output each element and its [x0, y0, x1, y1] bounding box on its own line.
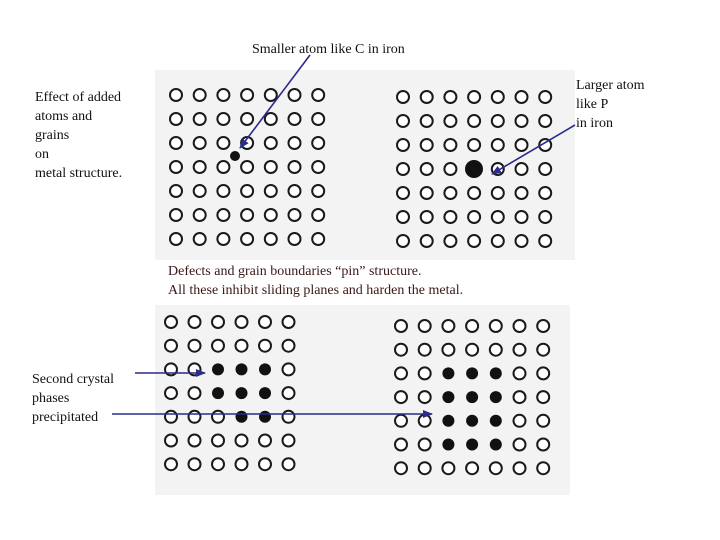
lattice-atom [170, 89, 182, 101]
lattice-atom [492, 91, 504, 103]
lattice-atom [539, 163, 551, 175]
lattice-atom [537, 344, 549, 356]
lattice-atom [212, 411, 224, 423]
lattice-atom [259, 316, 271, 328]
lattice-atom [492, 235, 504, 247]
lattice-atom [212, 435, 224, 447]
lattice-atom [312, 185, 324, 197]
lattice-atom [419, 367, 431, 379]
lattice-atom [212, 316, 224, 328]
lattice-atom [539, 91, 551, 103]
lattice-atom [217, 137, 229, 149]
lattice-atom [312, 113, 324, 125]
precipitate-atom [259, 411, 271, 423]
lattice-atom [194, 185, 206, 197]
lattice-atom [259, 435, 271, 447]
lattice-atom [397, 163, 409, 175]
lattice-atom [395, 439, 407, 451]
lattice-atom [492, 187, 504, 199]
lattice-atom [421, 115, 433, 127]
lattice-atom [165, 435, 177, 447]
lattice-atom [283, 411, 295, 423]
lattice-atom [395, 320, 407, 332]
lattice-atom [170, 113, 182, 125]
precipitate-atom [466, 415, 478, 427]
lattice-atom [289, 233, 301, 245]
second-phase-label: Second crystal phases precipitated [32, 372, 115, 425]
lattice-atom [265, 185, 277, 197]
precipitate-atom [442, 439, 454, 451]
lattice-atom [444, 235, 456, 247]
lattice-atom [492, 139, 504, 151]
lattice-atom [395, 344, 407, 356]
lattice-atom [283, 458, 295, 470]
lattice-atom [289, 161, 301, 173]
lattice-atom [419, 415, 431, 427]
arrow-small-atom [240, 55, 310, 148]
lattice-atom [537, 391, 549, 403]
precipitate-atom [466, 367, 478, 379]
lattice-atom [289, 137, 301, 149]
lattice-atom [217, 185, 229, 197]
lattice-atom [539, 235, 551, 247]
lattice-atom [444, 211, 456, 223]
lattice-atom [397, 139, 409, 151]
lattice-atom [539, 187, 551, 199]
smaller-atom-label: Smaller atom like C in iron [252, 42, 405, 57]
lattice-atom [312, 233, 324, 245]
lattice-atom [537, 320, 549, 332]
lattice-atom [539, 211, 551, 223]
precipitate-atom [490, 367, 502, 379]
lattice-atom [170, 137, 182, 149]
lattice-atom [170, 233, 182, 245]
lattice-atom [466, 344, 478, 356]
precipitate-atom [212, 387, 224, 399]
lattice-atom [419, 344, 431, 356]
lattice-atom [265, 209, 277, 221]
lattice-atom [165, 387, 177, 399]
lattice-atom [466, 462, 478, 474]
lattice-atom [444, 91, 456, 103]
lattice-atom [241, 233, 253, 245]
lattice-atom [516, 115, 528, 127]
lattice-atom [492, 115, 504, 127]
lattice-atom [442, 320, 454, 332]
lattice-atom [259, 340, 271, 352]
precipitate-atom [490, 439, 502, 451]
lattice-atom [419, 391, 431, 403]
lattice-atom [514, 462, 526, 474]
lattice-atom [217, 161, 229, 173]
lattice-atom [419, 462, 431, 474]
lattice-atom [170, 209, 182, 221]
lattice-atom [189, 340, 201, 352]
precipitate-atom [212, 363, 224, 375]
lattice-atom [189, 411, 201, 423]
lattice-atom [165, 411, 177, 423]
lattice-atom [241, 113, 253, 125]
lattice-atom [265, 137, 277, 149]
arrow-large-atom [492, 125, 575, 174]
lattice-atom [194, 137, 206, 149]
lattice-atom [241, 89, 253, 101]
lattice-atom [516, 235, 528, 247]
lattice-atom [537, 462, 549, 474]
lattice-atom [444, 115, 456, 127]
lattice-atom [419, 439, 431, 451]
lattice-atom [236, 458, 248, 470]
lattice-atom [397, 211, 409, 223]
lattice-atom [194, 209, 206, 221]
lattice-atom [468, 115, 480, 127]
lattice-atom [194, 233, 206, 245]
lattice-atom [283, 363, 295, 375]
lattice-atom [444, 139, 456, 151]
lattice-atom [283, 340, 295, 352]
lattice-atom [217, 113, 229, 125]
lattice-atom [189, 458, 201, 470]
lattice-atom [194, 113, 206, 125]
lattice-atom [236, 435, 248, 447]
lattice-atom [514, 367, 526, 379]
lattice-atom [397, 115, 409, 127]
precipitate-atom [442, 415, 454, 427]
lattice-atom [395, 415, 407, 427]
lattice-atom [516, 163, 528, 175]
lattice-atom [289, 185, 301, 197]
lattice-atom [421, 235, 433, 247]
lattice-atom [421, 211, 433, 223]
lattice-atom [397, 91, 409, 103]
lattice-atom [395, 367, 407, 379]
lattice-atom [442, 462, 454, 474]
lattice-atom [165, 340, 177, 352]
lattice-atom [283, 387, 295, 399]
lattice-atom [468, 139, 480, 151]
lattice-atom [421, 163, 433, 175]
lattice-atom [265, 161, 277, 173]
lattice-atom [265, 113, 277, 125]
lattice-atom [468, 235, 480, 247]
lattice-atom [194, 89, 206, 101]
lattice-atom [312, 137, 324, 149]
large-substitutional-atom [465, 160, 483, 178]
lattice-atom [516, 187, 528, 199]
precipitate-atom [490, 415, 502, 427]
lattice-atom [265, 89, 277, 101]
lattice-atom [236, 316, 248, 328]
defects-caption: Defects and grain boundaries “pin” structure. All these inhibit sliding planes and harden the metal. [168, 264, 464, 298]
lattice-atom [468, 91, 480, 103]
small-interstitial-atom [230, 151, 240, 161]
lattice-atom [312, 89, 324, 101]
lattice-atom [537, 367, 549, 379]
precipitate-atom [236, 363, 248, 375]
lattice-atom [421, 91, 433, 103]
lattice-atom [492, 211, 504, 223]
lattice-atom [516, 139, 528, 151]
lattice-atom [289, 113, 301, 125]
lattice-atom [537, 415, 549, 427]
lattice-atom [283, 316, 295, 328]
precipitate-atom [236, 387, 248, 399]
lattice-atom [514, 415, 526, 427]
lattice-atom [194, 161, 206, 173]
precipitate-atom [259, 363, 271, 375]
precipitate-atom [442, 367, 454, 379]
lattice-atom [514, 320, 526, 332]
lattice-atom [514, 391, 526, 403]
larger-atom-label: Larger atom like P in iron [576, 78, 645, 131]
lattice-atom [490, 320, 502, 332]
lattice-atom [516, 211, 528, 223]
lattice-atom [312, 209, 324, 221]
lattice-atom [444, 163, 456, 175]
precipitate-atom [466, 391, 478, 403]
lattice-atom [241, 161, 253, 173]
lattice-atom [514, 344, 526, 356]
lattice-atom [395, 391, 407, 403]
lattice-atom [170, 185, 182, 197]
lattice-atom [539, 115, 551, 127]
lattice-atom [468, 211, 480, 223]
lattice-atom [421, 187, 433, 199]
lattice-atom [289, 89, 301, 101]
lattice-atom [212, 340, 224, 352]
lattice-atom [189, 316, 201, 328]
precipitate-atom [259, 387, 271, 399]
lattice-atom [165, 316, 177, 328]
lattice-atom [217, 233, 229, 245]
lattice-atom [241, 185, 253, 197]
lattice-atom [212, 458, 224, 470]
lattice-atom [289, 209, 301, 221]
lattice-atom [236, 340, 248, 352]
lattice-atom [312, 161, 324, 173]
lattice-atom [419, 320, 431, 332]
lattice-atom [170, 161, 182, 173]
lattice-atom [283, 435, 295, 447]
lattice-atom [537, 439, 549, 451]
lattice-atom [189, 435, 201, 447]
lattice-atom [241, 209, 253, 221]
precipitate-atom [490, 391, 502, 403]
lattice-atom [189, 387, 201, 399]
lattice-atom [490, 344, 502, 356]
lattice-atom [217, 89, 229, 101]
lattice-atom [395, 462, 407, 474]
lattice-atom [490, 462, 502, 474]
lattice-atom [444, 187, 456, 199]
precipitate-atom [466, 439, 478, 451]
lattice-atom [265, 233, 277, 245]
lattice-atom [421, 139, 433, 151]
lattice-atom [397, 187, 409, 199]
lattice-atom [397, 235, 409, 247]
lattice-atom [468, 187, 480, 199]
precipitate-atom [442, 391, 454, 403]
lattice-atom [514, 439, 526, 451]
lattice-atom [165, 458, 177, 470]
precipitate-atom [236, 411, 248, 423]
effect-label: Effect of added atoms and grains on metal structure. [35, 90, 123, 181]
lattice-atom [466, 320, 478, 332]
lattice-atom [442, 344, 454, 356]
lattice-atom [259, 458, 271, 470]
lattice-atom [217, 209, 229, 221]
lattice-atom [516, 91, 528, 103]
